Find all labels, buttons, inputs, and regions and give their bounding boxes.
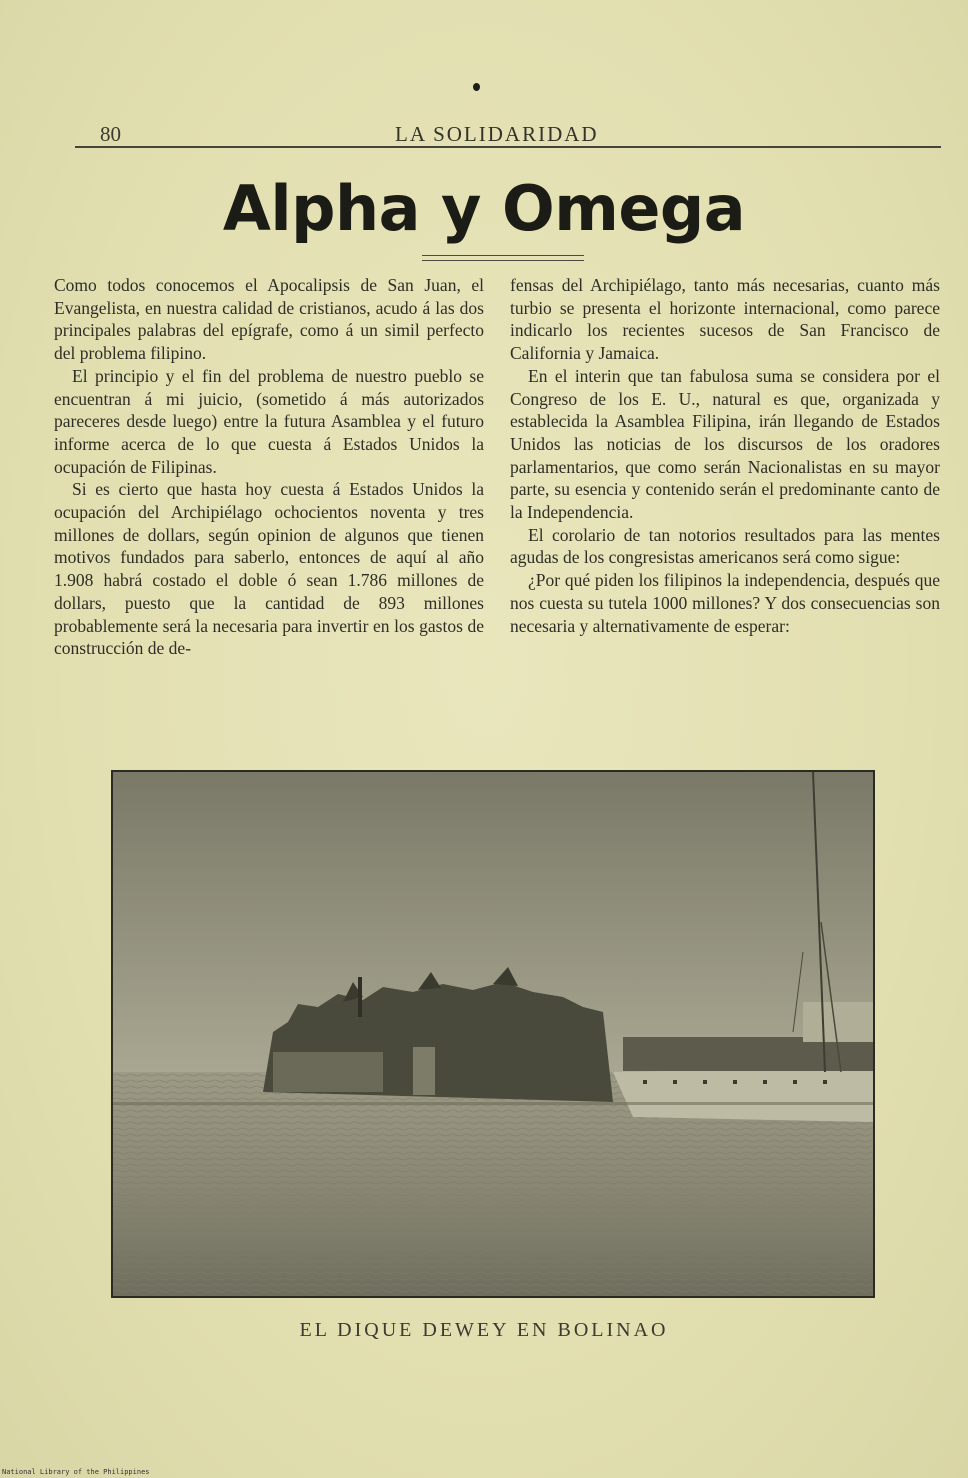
photo-illustration xyxy=(113,772,873,1296)
dewey-dock-photo xyxy=(111,770,875,1298)
journal-name: LA SOLIDARIDAD xyxy=(395,122,599,146)
photo-caption: EL DIQUE DEWEY EN BOLINAO xyxy=(299,1319,669,1341)
paragraph: El corolario de tan notorios resultados para las mentes agudas de los congresistas americanos será como sigue: xyxy=(510,524,940,568)
right-column xyxy=(510,274,940,637)
paragraph: Si es cierto que hasta hoy cuesta á Estados Unidos la ocupación del Archipiélago ochocientos noventa y tres millones de dollars, según opinion de algunos que tienen motivos fundados para saberlo, entonces de aquí al año 1.908 habrá costado el doble ó sean 1.786 millones de dollars, puesto que la cantidad de 893 millones probablemente será la necesaria para invertir en los gastos de construcción de de- xyxy=(54,479,484,659)
paragraph: Como todos conocemos el Apocalipsis de San Juan, el Evangelista, en nuestra calidad de cristianos, acudo á las dos principales palabras del epígrafe, como á un simil perfecto del problema filipino. xyxy=(54,275,484,364)
dry-dock xyxy=(613,1067,873,1122)
left-column xyxy=(54,274,484,660)
title-rule xyxy=(422,255,584,261)
paragraph: ¿Por qué piden los filipinos la independencia, después que nos cuesta su tutela 1000 millones? Y dos consecuencias son necesaria y alternativamente de esperar: xyxy=(510,570,940,636)
ornament-dot xyxy=(473,83,480,91)
header-rule xyxy=(75,146,941,148)
paragraph: En el interin que tan fabulosa suma se considera por el Congreso de los E. U., natural es que, organizada y establecida la Asamblea Filipina, irán llegando de Estados Unidos las noticias de los discursos de los oradores parlamentarios, que como serán Nacionalistas en su mayor parte, su esencia y contenido serán el predominante canto de la Independencia. xyxy=(510,365,940,523)
page-number: 80 xyxy=(100,122,121,146)
paragraph: fensas del Archipiélago, tanto más necesarias, cuanto más turbio se presenta el horizonte internacional, como parece indicarlo los recientes sucesos de San Francisco de California y Jamaica. xyxy=(510,275,940,364)
article-title: Alpha y Omega xyxy=(222,172,746,245)
library-credit: National Library of the Philippines xyxy=(2,1468,150,1476)
pier-structure xyxy=(273,1052,383,1092)
paragraph: El principio y el fin del problema de nuestro pueblo se encuentran á mi juicio, (sometido á más autorizados pareceres desde luego) entre la futura Asamblea y el futuro informe acerca de lo que cuesta á Estados Unidos la ocupación de Filipinas. xyxy=(54,365,484,477)
